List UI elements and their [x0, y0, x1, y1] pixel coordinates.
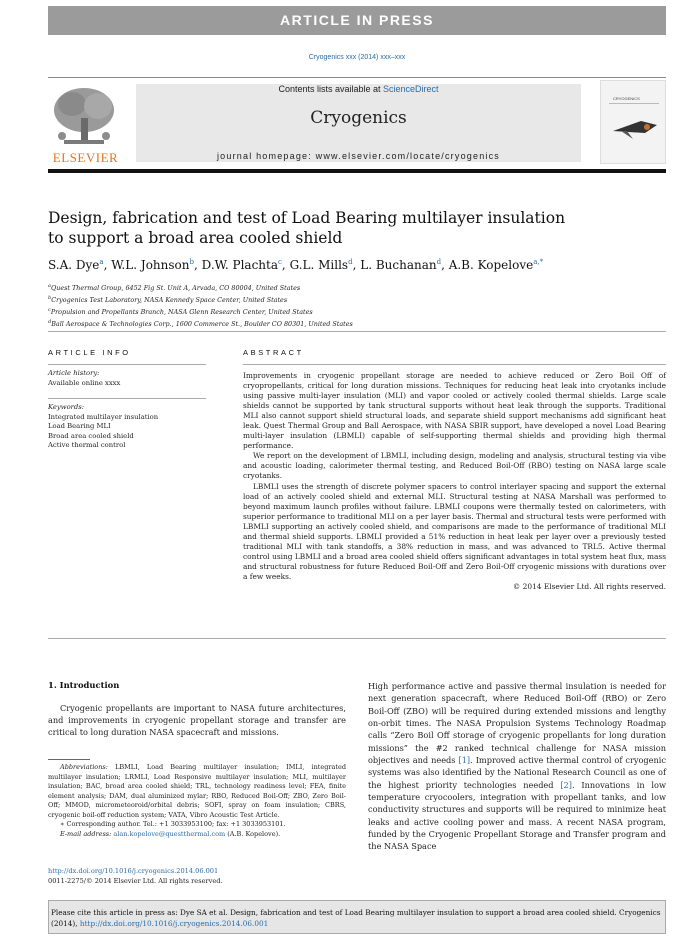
journal-reference[interactable]: Cryogenics xxx (2014) xxx–xxx: [308, 54, 406, 61]
email-link[interactable]: alan.kopelove@questthermal.com: [113, 829, 226, 838]
article-info-heading: ARTICLE INFO: [48, 348, 131, 357]
abstract-rule: [243, 364, 666, 365]
citation-text: Please cite this article in press as: Dye SA et al. Design, fabrication and test of Load Bearing multilayer insulation to support a broad area cooled shield. Cryogenics (2014),: [51, 908, 661, 928]
journal-homepage[interactable]: journal homepage: www.elsevier.com/locate/cryogenics: [216, 151, 500, 161]
author-name: L. Buchanan: [360, 258, 437, 272]
affiliation-item: [48, 305, 648, 317]
cover-title: CRYOGENICS: [613, 96, 640, 101]
keywords-label: Keywords:: [48, 403, 85, 411]
affiliation-text: Quest Thermal Group, 6452 Fig St. Unit A, Arvada, CO 80004, United States: [50, 284, 301, 293]
keywords-rule: [48, 398, 206, 399]
abstract-paragraph: Improvements in cryogenic propellant storage are needed to achieve reduced or Zero Boil Off of cryopropellants, critical for long duration missions. Techniques for reducing heat leak into cryotanks include using passive multi-layer insulation (MLI) and vapor cooled or actively cooled thermal shields. Large scale shields cannot be supported by tank structural supports without heat leak through the supports. Traditional MLI also cannot support shield structural loads, and separate shield support mechanisms add significant heat leak. Quest Thermal Group and Ball Aerospace, with NASA SBIR support, have developed a novel Load Bearing multi-layer insulation (LBMLI) capable of self-supporting thermal shields and providing high thermal performance.: [243, 371, 666, 451]
footnote-rule: [48, 759, 90, 760]
abstract-body: [243, 371, 666, 592]
affiliation-key: b: [48, 295, 52, 302]
author-separator: ,: [103, 258, 112, 272]
abbreviations-label: Abbreviations:: [60, 763, 108, 771]
intro-right-column: [368, 680, 666, 853]
history-value: Available online xxxx: [48, 378, 121, 387]
affiliation-list: [48, 281, 648, 330]
intro-right-text: High performance active and passive thermal insulation is needed for next generation spacecraft, where Reduced Boil-Off (RBO) or Zero Boil-Off (ZBO) will be required during extended missions and lengthy on-orbit times. The NASA Propulsion Systems Technology Roadmap calls “Zero Boil Off storage of cryogenic propellants for long duration missions” the #2 ranked technical challenge for NASA mission objectives and needs: [368, 681, 666, 766]
keyword-item: Load Bearing MLI: [48, 422, 111, 431]
reference-link-1[interactable]: [1]: [458, 755, 471, 766]
affiliation-item: [48, 293, 648, 305]
affiliation-key: c: [48, 307, 51, 314]
journal-name: Cryogenics: [310, 108, 407, 128]
article-in-press-banner: ARTICLE IN PRESS: [48, 6, 666, 35]
affiliation-text: Propulsion and Propellants Branch, NASA Glenn Research Center, United States: [50, 308, 313, 317]
affiliation-text: Cryogenics Test Laboratory, NASA Kennedy Space Center, United States: [51, 296, 288, 305]
section-heading-introduction: 1. Introduction: [48, 680, 120, 690]
history-label: Article history:: [48, 369, 100, 377]
article-title: Design, fabrication and test of Load Bearing multilayer insulation to support a broad area cooled shield: [48, 209, 566, 247]
doi-block: [48, 866, 346, 886]
affiliation-item: [48, 281, 648, 293]
author-name: D.W. Plachta: [201, 258, 278, 272]
author-separator: ,: [441, 258, 449, 272]
email-suffix: (A.B. Kopelove).: [227, 829, 281, 838]
contents-available-line: [136, 84, 581, 94]
reference-link-2[interactable]: [2]: [560, 779, 572, 790]
author-name: A.B. Kopelove: [448, 258, 534, 272]
issn-copyright: 0011-2275/© 2014 Elsevier Ltd. All rights reserved.: [48, 877, 223, 885]
citation-box: [48, 900, 666, 934]
doi-link[interactable]: http://dx.doi.org/10.1016/j.cryogenics.2014.06.001: [48, 867, 219, 875]
affiliation-text: Ball Aerospace & Technologies Corp., 1600 Commerce St., Boulder CO 80301, United States: [51, 320, 353, 329]
masthead-thick-rule: [48, 169, 666, 173]
abstract-paragraph: We report on the development of LBMLI, including design, modeling and analysis, structural testing via vibe and acoustic loading, calorimeter thermal testing, and Reduced Boil-Off (RBO) testing on NASA large scale cryotanks.: [243, 451, 666, 481]
journal-cover-thumbnail: [600, 80, 666, 164]
intro-right-text: . Improved active thermal control of cryogenic systems was also identified by the National Research Council as one of the highest priority technologies needed: [368, 755, 666, 790]
masthead-divider: [48, 77, 666, 78]
author-affiliation-mark[interactable]: d: [436, 258, 442, 266]
author-separator: ,: [352, 258, 361, 272]
citation-doi-link[interactable]: http://dx.doi.org/10.1016/j.cryogenics.2014.06.001: [79, 919, 269, 928]
affiliation-key: d: [48, 319, 52, 326]
author-affiliation-mark[interactable]: a,*: [533, 258, 544, 266]
keyword-item: Broad area cooled shield: [48, 431, 134, 440]
author-separator: ,: [193, 258, 202, 272]
contents-prefix: Contents lists available at: [278, 84, 384, 94]
author-separator: ,: [281, 258, 290, 272]
corresponding-author: ∗ Corresponding author. Tel.: +1 3033953100; fax: +1 3033953101.: [60, 820, 286, 828]
author-affiliation-mark[interactable]: a: [99, 258, 104, 266]
author-name: G.L. Mills: [289, 258, 349, 272]
article-history: [48, 369, 206, 388]
abstract-paragraph: LBMLI uses the strength of discrete polymer spacers to control interlayer spacing and support the external load of an actively cooled shield and external MLI. Structural testing at NASA Marshall was performed to beyond maximum launch profiles without failure. LBMLI coupons were thermally tested on calorimeters, with superior performance to traditional MLI on a per layer basis. Thermal and structural tests were performed with LBMLI supporting an actively cooled shield, and comparisons are made to the performance of traditional MLI and thermal shield supports. LBMLI provided a 51% reduction in heat leak per layer over a previously tested traditional MLI with tank standoffs, a 38% reduction in mass, and was advanced to TRL5. Active thermal control using LBMLI and a broad area cooled shield offers significant advantages in total system heat flux, mass and structural robustness for future Reduced Boil-Off and Zero Boil-Off cryogenic missions with durations over a few weeks.: [243, 481, 666, 581]
intro-left-column: Cryogenic propellants are important to NASA future architectures, and improvements in cryogenic propellant storage and transfer are critical to long duration NASA spacecraft and missions.: [48, 703, 346, 737]
keyword-item: Integrated multilayer insulation: [48, 412, 159, 421]
abstract-heading: ABSTRACT: [243, 348, 304, 357]
abstract-copyright: © 2014 Elsevier Ltd. All rights reserved.: [512, 581, 666, 591]
abstract-bottom-divider: [48, 638, 666, 639]
affiliation-item: [48, 317, 648, 329]
author-affiliation-mark[interactable]: b: [189, 258, 194, 266]
author-name: S.A. Dye: [48, 258, 100, 272]
email-footnote: [48, 830, 346, 840]
author-affiliation-mark[interactable]: d: [348, 258, 353, 266]
author-list: [48, 258, 648, 272]
cover-image: [601, 81, 667, 165]
author-name: W.L. Johnson: [111, 258, 190, 272]
affiliation-key: a: [48, 283, 51, 289]
email-label: E-mail address:: [60, 829, 112, 838]
footnotes: [48, 763, 346, 839]
sciencedirect-link[interactable]: ScienceDirect: [383, 84, 439, 94]
keywords-block: [48, 403, 206, 451]
journal-masthead: [136, 84, 581, 162]
header-divider: [48, 331, 666, 332]
article-info-rule: [48, 364, 206, 365]
abbreviations-text: LBMLI, Load Bearing multilayer insulation; IMLI, integrated multilayer insulation; LRMLI, Load Responsive multilayer insulation; MLI, multilayer insulation; BAC, broad area cooled shield; TRL, technology readiness level; FEA, finite element analysis; DAM, dual aluminized mylar; RBO, Reduced Boil-Off; ZBO, Zero Boil-Off; MMOD, micrometeoroid/orbital debris; SOFI, spray on foam insulation; CBRS, cryogenic boil-off reduction system; VATA, Vibro Acoustic Test Article.: [48, 763, 346, 819]
elsevier-wordmark: ELSEVIER: [52, 150, 119, 165]
keyword-item: Active thermal control: [48, 441, 126, 450]
intro-right-text: . Innovations in low temperature cryocoolers, integration with propellant tanks, and low conductivity structures and supports will be required to minimize heat leaks and active cooling power and mass. A recent NASA program, funded by the Cryogenic Propellant Storage and Transfer program and the NASA Space: [368, 779, 666, 852]
author-affiliation-mark[interactable]: c: [278, 258, 282, 266]
abbreviations-footnote: [48, 763, 346, 820]
